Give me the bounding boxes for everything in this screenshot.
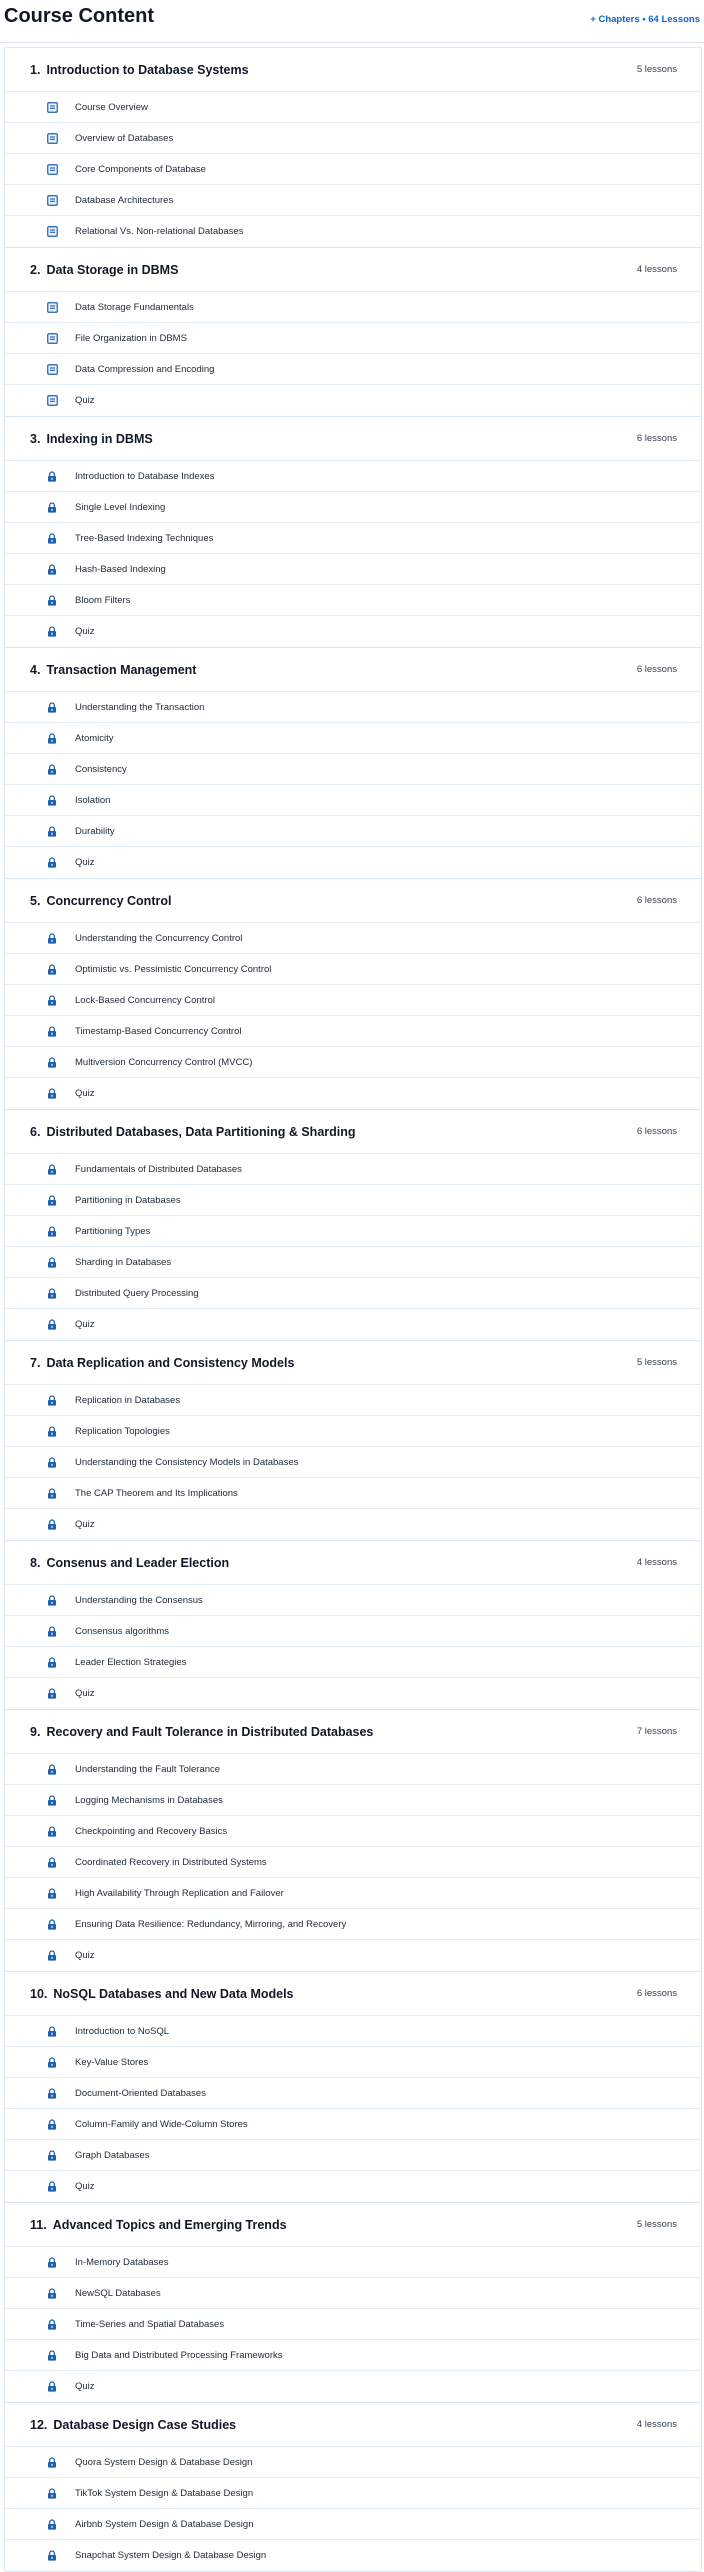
chapter-lesson-count: 7 lessons bbox=[636, 1726, 677, 1737]
lesson-item[interactable] bbox=[5, 2108, 701, 2139]
lock-icon bbox=[46, 2287, 58, 2299]
lesson-item[interactable] bbox=[5, 1215, 701, 1246]
lesson-item[interactable] bbox=[5, 1415, 701, 1446]
chapter-section bbox=[5, 48, 701, 248]
lesson-item[interactable] bbox=[5, 1753, 701, 1784]
chapter-lesson-count: 5 lessons bbox=[636, 1357, 677, 1368]
lock-icon bbox=[46, 963, 58, 975]
lesson-item[interactable] bbox=[5, 1908, 701, 1939]
lesson-item[interactable] bbox=[5, 1677, 701, 1709]
document-icon bbox=[46, 132, 58, 144]
chapter-number: 7. bbox=[30, 1355, 41, 1370]
lock-icon bbox=[46, 1625, 58, 1637]
lock-icon bbox=[46, 2256, 58, 2268]
lesson-item[interactable] bbox=[5, 2477, 701, 2508]
chapter-lesson-count: 6 lessons bbox=[636, 895, 677, 906]
lesson-title: Introduction to Database Indexes bbox=[75, 470, 215, 482]
chapter-lesson-count: 6 lessons bbox=[636, 433, 677, 444]
chapter-title bbox=[30, 432, 153, 446]
chapter-number: 9. bbox=[30, 1724, 41, 1739]
chapter-header[interactable] bbox=[5, 1541, 701, 1584]
document-icon bbox=[46, 332, 58, 344]
lesson-item[interactable] bbox=[5, 2508, 701, 2539]
lock-icon bbox=[46, 532, 58, 544]
chapter-section bbox=[5, 1341, 701, 1541]
lock-icon bbox=[46, 2318, 58, 2330]
lock-icon bbox=[46, 2181, 58, 2193]
chapter-number: 1. bbox=[30, 62, 41, 77]
lock-icon bbox=[46, 1456, 58, 1468]
chapter-header[interactable] bbox=[5, 2403, 701, 2446]
lesson-title: Distributed Query Processing bbox=[75, 1287, 199, 1299]
chapter-header[interactable] bbox=[5, 879, 701, 922]
lesson-title: Understanding the Fault Tolerance bbox=[75, 1763, 221, 1775]
lock-icon bbox=[46, 1287, 58, 1299]
lesson-item[interactable] bbox=[5, 1015, 701, 1046]
lesson-title: Document-Oriented Databases bbox=[75, 2087, 206, 2099]
lock-icon bbox=[46, 2118, 58, 2130]
lesson-item[interactable] bbox=[5, 1784, 701, 1815]
lesson-title: Bloom Filters bbox=[75, 594, 131, 606]
chapter-title-text: Data Replication and Consistency Models bbox=[46, 1355, 295, 1370]
lock-icon bbox=[46, 2087, 58, 2099]
lesson-title: Quiz bbox=[75, 2181, 95, 2192]
chapter-section bbox=[5, 1972, 701, 2203]
lesson-title: Quiz bbox=[75, 1088, 95, 1099]
lesson-item[interactable] bbox=[5, 491, 701, 522]
lesson-title: Quiz bbox=[75, 626, 95, 637]
lesson-item[interactable] bbox=[5, 1046, 701, 1077]
chapter-title bbox=[30, 2418, 236, 2432]
lock-icon bbox=[46, 794, 58, 806]
lock-icon bbox=[46, 626, 58, 638]
lesson-item[interactable] bbox=[5, 1508, 701, 1540]
chapter-number: 3. bbox=[30, 431, 41, 446]
chapter-number: 11. bbox=[30, 2217, 47, 2232]
lesson-item[interactable] bbox=[5, 922, 701, 953]
lesson-title: Isolation bbox=[75, 794, 111, 806]
chapter-section bbox=[5, 879, 701, 1110]
lesson-title: Fundamentals of Distributed Databases bbox=[75, 1163, 242, 1175]
chapter-title-text: NoSQL Databases and New Data Models bbox=[53, 1986, 294, 2001]
document-icon bbox=[46, 163, 58, 175]
lock-icon bbox=[46, 470, 58, 482]
lock-icon bbox=[46, 501, 58, 513]
chapter-number: 8. bbox=[30, 1555, 41, 1570]
document-icon bbox=[46, 363, 58, 375]
chapter-title bbox=[30, 663, 196, 677]
lock-icon bbox=[46, 994, 58, 1006]
lesson-title: Hash-Based Indexing bbox=[75, 563, 166, 575]
lock-icon bbox=[46, 1056, 58, 1068]
lesson-item[interactable] bbox=[5, 184, 701, 215]
lock-icon bbox=[46, 932, 58, 944]
lesson-item[interactable] bbox=[5, 522, 701, 553]
lesson-item[interactable] bbox=[5, 815, 701, 846]
lesson-item[interactable] bbox=[5, 553, 701, 584]
chapter-title-text: Recovery and Fault Tolerance in Distributed Databases bbox=[46, 1724, 374, 1739]
lesson-item[interactable] bbox=[5, 2046, 701, 2077]
lesson-title: Understanding the Transaction bbox=[75, 701, 205, 713]
lock-icon bbox=[46, 1394, 58, 1406]
lesson-item[interactable] bbox=[5, 984, 701, 1015]
lock-icon bbox=[46, 2056, 58, 2068]
lesson-item[interactable] bbox=[5, 691, 701, 722]
lesson-item[interactable] bbox=[5, 353, 701, 384]
lock-icon bbox=[46, 1825, 58, 1837]
lesson-title: Understanding the Consensus bbox=[75, 1594, 203, 1606]
lesson-title: Key-Value Stores bbox=[75, 2056, 149, 2068]
chapter-header[interactable] bbox=[5, 417, 701, 460]
lesson-title: Database Architectures bbox=[75, 194, 174, 206]
chapter-title bbox=[30, 63, 249, 77]
document-icon bbox=[46, 226, 58, 238]
chapter-lesson-count: 4 lessons bbox=[636, 264, 677, 275]
chapter-title bbox=[30, 1125, 356, 1139]
lesson-title: Quiz bbox=[75, 1688, 95, 1699]
chapter-title-text: Distributed Databases, Data Partitioning & Sharding bbox=[46, 1124, 356, 1139]
lesson-item[interactable] bbox=[5, 1846, 701, 1877]
chapter-lesson-count: 6 lessons bbox=[636, 1126, 677, 1137]
chapter-section bbox=[5, 2403, 701, 2571]
lock-icon bbox=[46, 1950, 58, 1962]
lesson-item[interactable] bbox=[5, 2339, 701, 2370]
chapter-section bbox=[5, 2203, 701, 2403]
lesson-item[interactable] bbox=[5, 1184, 701, 1215]
chapter-lesson-count: 6 lessons bbox=[636, 1988, 677, 1999]
lock-icon bbox=[46, 1519, 58, 1531]
lesson-item[interactable] bbox=[5, 1877, 701, 1908]
lesson-item[interactable] bbox=[5, 291, 701, 322]
lock-icon bbox=[46, 1887, 58, 1899]
lesson-item[interactable] bbox=[5, 2170, 701, 2202]
lesson-title: Consistency bbox=[75, 763, 127, 775]
document-icon bbox=[46, 101, 58, 113]
lesson-item[interactable] bbox=[5, 1939, 701, 1971]
lesson-item[interactable] bbox=[5, 215, 701, 247]
lesson-item[interactable] bbox=[5, 1277, 701, 1308]
lesson-item[interactable] bbox=[5, 91, 701, 122]
lesson-item[interactable] bbox=[5, 846, 701, 878]
lock-icon bbox=[46, 1256, 58, 1268]
lock-icon bbox=[46, 1487, 58, 1499]
lock-icon bbox=[46, 732, 58, 744]
chapter-title bbox=[30, 1356, 294, 1370]
chapter-title bbox=[30, 263, 178, 277]
page-title: Course Content bbox=[4, 5, 154, 27]
chapter-title-text: Consenus and Leader Election bbox=[46, 1555, 230, 1570]
lesson-title: Partitioning in Databases bbox=[75, 1194, 181, 1206]
chapter-title-text: Indexing in DBMS bbox=[46, 431, 153, 446]
lesson-item[interactable] bbox=[5, 1308, 701, 1340]
lesson-title: Ensuring Data Resilience: Redundancy, Mirroring, and Recovery bbox=[75, 1918, 347, 1930]
lesson-title: Relational Vs. Non-relational Databases bbox=[75, 226, 244, 237]
lesson-item[interactable] bbox=[5, 1815, 701, 1846]
lock-icon bbox=[46, 763, 58, 775]
chapter-title bbox=[30, 894, 171, 908]
lock-icon bbox=[46, 1763, 58, 1775]
lesson-title: Atomicity bbox=[75, 732, 114, 744]
lesson-title: TikTok System Design & Database Design bbox=[75, 2487, 254, 2499]
lesson-item[interactable] bbox=[5, 2246, 701, 2277]
lesson-title: Understanding the Concurrency Control bbox=[75, 932, 243, 944]
lesson-title: Time-Series and Spatial Databases bbox=[75, 2318, 225, 2330]
lock-icon bbox=[46, 1163, 58, 1175]
lesson-title: Overview of Databases bbox=[75, 132, 174, 144]
lesson-title: Understanding the Consistency Models in Databases bbox=[75, 1456, 299, 1468]
chapter-header[interactable] bbox=[5, 1110, 701, 1153]
lesson-title: Introduction to NoSQL bbox=[75, 2025, 169, 2037]
lock-icon bbox=[46, 2381, 58, 2393]
lesson-title: Core Components of Database bbox=[75, 163, 206, 175]
lock-icon bbox=[46, 2456, 58, 2468]
lesson-item[interactable] bbox=[5, 2015, 701, 2046]
course-summary-link[interactable]: + Chapters • 64 Lessons bbox=[590, 14, 700, 25]
lesson-title: Quiz bbox=[75, 2381, 95, 2392]
lesson-title: Optimistic vs. Pessimistic Concurrency Control bbox=[75, 963, 272, 975]
chapter-lesson-count: 5 lessons bbox=[636, 2219, 677, 2230]
lesson-title: Replication Topologies bbox=[75, 1425, 170, 1437]
lesson-title: Quiz bbox=[75, 857, 95, 868]
chapter-lesson-count: 4 lessons bbox=[636, 2419, 677, 2430]
lesson-title: Single Level Indexing bbox=[75, 501, 166, 513]
chapter-title-text: Concurrency Control bbox=[46, 893, 172, 908]
lesson-title: Quiz bbox=[75, 1319, 95, 1330]
lesson-title: Sharding in Databases bbox=[75, 1256, 172, 1268]
lesson-item[interactable] bbox=[5, 1477, 701, 1508]
lesson-item[interactable] bbox=[5, 460, 701, 491]
chapter-title bbox=[30, 1725, 373, 1739]
lock-icon bbox=[46, 1225, 58, 1237]
lock-icon bbox=[46, 701, 58, 713]
lock-icon bbox=[46, 825, 58, 837]
chapter-number: 4. bbox=[30, 662, 41, 677]
lesson-title: Multiversion Concurrency Control (MVCC) bbox=[75, 1056, 253, 1068]
lesson-item[interactable] bbox=[5, 2077, 701, 2108]
lock-icon bbox=[46, 1319, 58, 1331]
lesson-title: Course Overview bbox=[75, 101, 148, 113]
lesson-item[interactable] bbox=[5, 122, 701, 153]
document-icon bbox=[46, 194, 58, 206]
chapter-number: 2. bbox=[30, 262, 41, 277]
chapter-header[interactable] bbox=[5, 1710, 701, 1753]
chapter-number: 6. bbox=[30, 1124, 41, 1139]
lesson-item[interactable] bbox=[5, 1446, 701, 1477]
chapter-section bbox=[5, 248, 701, 417]
lesson-title: NewSQL Databases bbox=[75, 2287, 161, 2299]
chapter-lesson-count: 6 lessons bbox=[636, 664, 677, 675]
lock-icon bbox=[46, 1594, 58, 1606]
chapter-title-text: Introduction to Database Systems bbox=[46, 62, 249, 77]
lesson-item[interactable] bbox=[5, 153, 701, 184]
chapter-title-text: Database Design Case Studies bbox=[53, 2417, 237, 2432]
lock-icon bbox=[46, 2025, 58, 2037]
lesson-item[interactable] bbox=[5, 384, 701, 416]
lesson-title: Checkpointing and Recovery Basics bbox=[75, 1825, 228, 1837]
chapter-title-text: Data Storage in DBMS bbox=[46, 262, 179, 277]
chapter-section bbox=[5, 1710, 701, 1972]
document-icon bbox=[46, 395, 58, 407]
lock-icon bbox=[46, 2518, 58, 2530]
lesson-title: In-Memory Databases bbox=[75, 2256, 169, 2268]
lock-icon bbox=[46, 1425, 58, 1437]
lock-icon bbox=[46, 1194, 58, 1206]
lock-icon bbox=[46, 1025, 58, 1037]
chapter-title-text: Transaction Management bbox=[46, 662, 197, 677]
lesson-title: Logging Mechanisms in Databases bbox=[75, 1794, 223, 1806]
lesson-title: Replication in Databases bbox=[75, 1394, 181, 1406]
lesson-title: Data Storage Fundamentals bbox=[75, 301, 194, 313]
chapter-number: 5. bbox=[30, 893, 41, 908]
lesson-item[interactable] bbox=[5, 722, 701, 753]
lesson-title: File Organization in DBMS bbox=[75, 332, 187, 344]
chapter-header[interactable] bbox=[5, 48, 701, 91]
lesson-item[interactable] bbox=[5, 1153, 701, 1184]
chapter-header[interactable] bbox=[5, 248, 701, 291]
chapter-number: 10. bbox=[30, 1986, 48, 2001]
lesson-title: Durability bbox=[75, 825, 115, 837]
lesson-title: Quiz bbox=[75, 395, 95, 406]
chapter-header[interactable] bbox=[5, 2203, 701, 2246]
lesson-title: Data Compression and Encoding bbox=[75, 363, 215, 375]
lesson-item[interactable] bbox=[5, 2370, 701, 2402]
lesson-title: The CAP Theorem and Its Implications bbox=[75, 1487, 238, 1499]
lesson-item[interactable] bbox=[5, 753, 701, 784]
chapter-header[interactable] bbox=[5, 648, 701, 691]
lesson-title: Consensus algorithms bbox=[75, 1625, 169, 1637]
chapter-title bbox=[30, 1556, 229, 1570]
chapter-lesson-count: 5 lessons bbox=[636, 64, 677, 75]
lesson-item[interactable] bbox=[5, 2277, 701, 2308]
lock-icon bbox=[46, 2349, 58, 2361]
chapter-section bbox=[5, 1541, 701, 1710]
lesson-title: Big Data and Distributed Processing Frameworks bbox=[75, 2349, 283, 2361]
lesson-title: Leader Election Strategies bbox=[75, 1656, 187, 1668]
lesson-title: Partitioning Types bbox=[75, 1225, 151, 1237]
lesson-item[interactable] bbox=[5, 2308, 701, 2339]
chapter-number: 12. bbox=[30, 2417, 48, 2432]
lock-icon bbox=[46, 563, 58, 575]
page-header bbox=[0, 0, 704, 43]
course-content-list bbox=[4, 47, 702, 2572]
lesson-title: Tree-Based Indexing Techniques bbox=[75, 532, 214, 544]
lesson-item[interactable] bbox=[5, 1384, 701, 1415]
chapter-lesson-count: 4 lessons bbox=[636, 1557, 677, 1568]
chapter-title bbox=[30, 2218, 287, 2232]
lock-icon bbox=[46, 1918, 58, 1930]
chapter-header[interactable] bbox=[5, 1341, 701, 1384]
lesson-title: Graph Databases bbox=[75, 2149, 150, 2161]
lock-icon bbox=[46, 1688, 58, 1700]
lock-icon bbox=[46, 2487, 58, 2499]
lesson-item[interactable] bbox=[5, 2446, 701, 2477]
chapter-title-text: Advanced Topics and Emerging Trends bbox=[52, 2217, 287, 2232]
chapter-section bbox=[5, 417, 701, 648]
lesson-title: Column-Family and Wide-Column Stores bbox=[75, 2118, 248, 2130]
lesson-item[interactable] bbox=[5, 584, 701, 615]
lesson-title: Quiz bbox=[75, 1519, 95, 1530]
lock-icon bbox=[46, 2149, 58, 2161]
lock-icon bbox=[46, 1088, 58, 1100]
lesson-item[interactable] bbox=[5, 784, 701, 815]
lesson-item[interactable] bbox=[5, 953, 701, 984]
lesson-title: Coordinated Recovery in Distributed Systems bbox=[75, 1856, 267, 1868]
lock-icon bbox=[46, 1794, 58, 1806]
lesson-title: Quiz bbox=[75, 1950, 95, 1961]
lesson-title: Lock-Based Concurrency Control bbox=[75, 994, 215, 1006]
lesson-item[interactable] bbox=[5, 1615, 701, 1646]
lesson-title: Snapchat System Design & Database Design bbox=[75, 2550, 267, 2561]
chapter-title bbox=[30, 1987, 294, 2001]
lock-icon bbox=[46, 1656, 58, 1668]
lesson-item[interactable] bbox=[5, 2539, 701, 2571]
chapter-section bbox=[5, 648, 701, 879]
chapter-section bbox=[5, 1110, 701, 1341]
lock-icon bbox=[46, 594, 58, 606]
lesson-item[interactable] bbox=[5, 1077, 701, 1109]
chapter-header[interactable] bbox=[5, 1972, 701, 2015]
document-icon bbox=[46, 301, 58, 313]
lesson-title: High Availability Through Replication and Failover bbox=[75, 1887, 284, 1899]
lesson-item[interactable] bbox=[5, 322, 701, 353]
lesson-title: Airbnb System Design & Database Design bbox=[75, 2518, 254, 2530]
lesson-item[interactable] bbox=[5, 1246, 701, 1277]
lesson-title: Timestamp-Based Concurrency Control bbox=[75, 1025, 242, 1037]
lesson-item[interactable] bbox=[5, 2139, 701, 2170]
lesson-item[interactable] bbox=[5, 615, 701, 647]
lesson-title: Quora System Design & Database Design bbox=[75, 2456, 253, 2468]
lesson-item[interactable] bbox=[5, 1646, 701, 1677]
lock-icon bbox=[46, 857, 58, 869]
lock-icon bbox=[46, 1856, 58, 1868]
lesson-item[interactable] bbox=[5, 1584, 701, 1615]
